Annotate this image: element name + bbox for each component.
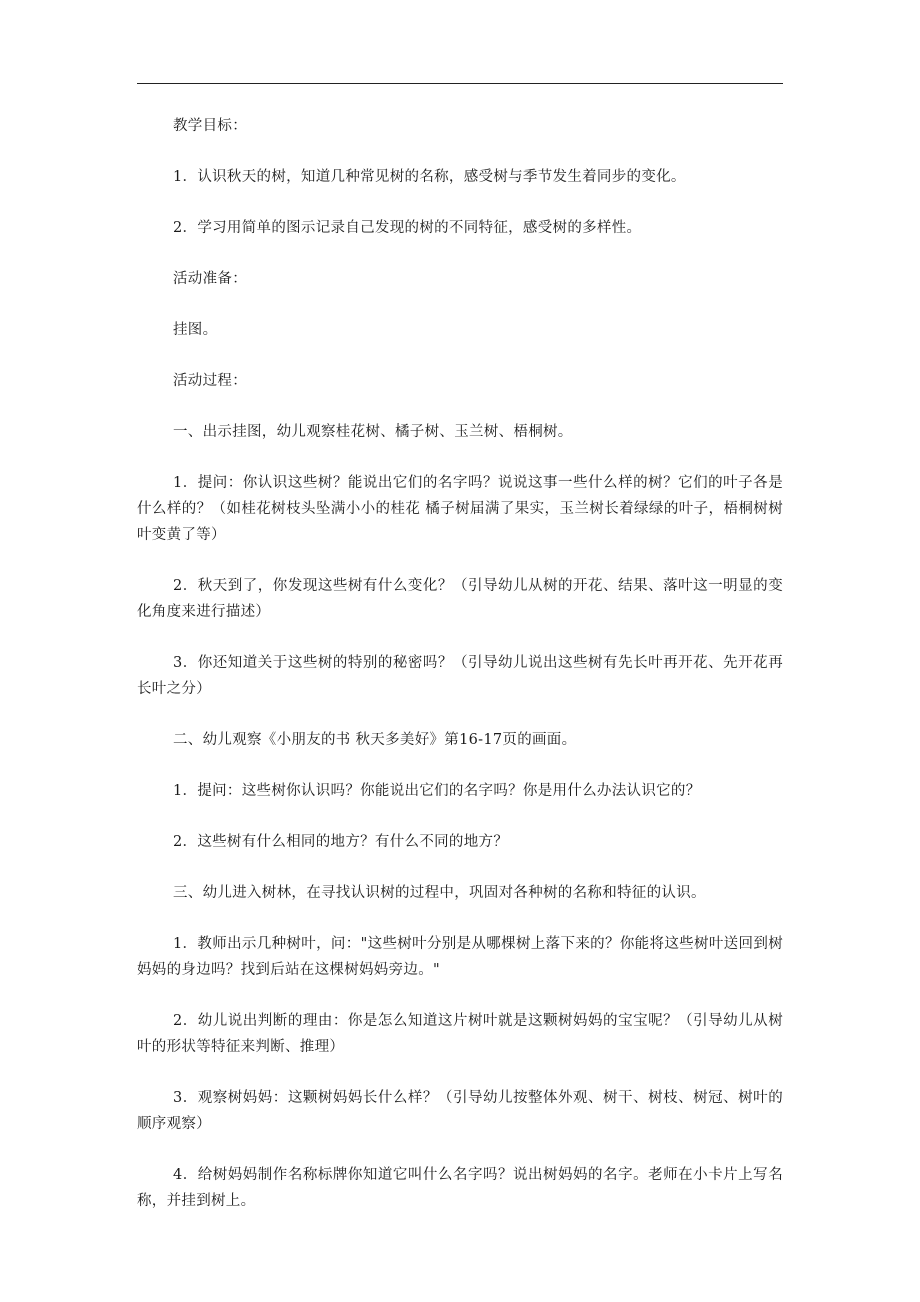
paragraph-process-heading: 活动过程： [173, 373, 247, 389]
paragraph-step-1-item-1: 1．提问：你认识这些树？能说出它们的名字吗？说说这事一些什么样的树？它们的叶子各是什么样的？（如桂花树枝头坠满小小的桂花 橘子树届满了果实，玉兰树长着绿绿的叶子，梧桐树树叶变黄了等） [137, 475, 783, 543]
paragraph-step-2-item-1: 1．提问：这些树你认识吗？你能说出它们的名字吗？你是用什么办法认识它的？ [173, 783, 701, 799]
paragraph-step-3: 三、幼儿进入树林，在寻找认识树的过程中，巩固对各种树的名称和特征的认识。 [173, 885, 706, 901]
paragraph-step-3-item-2: 2．幼儿说出判断的理由：你是怎么知道这片树叶就是这颗树妈妈的宝宝呢？（引导幼儿从树叶的形状等特征来判断、推理） [137, 1013, 783, 1055]
paragraph-step-2: 二、幼儿观察《小朋友的书 秋天多美好》第16-17页的画面。 [173, 732, 577, 748]
paragraph-step-2-item-2: 2．这些树有什么相同的地方？有什么不同的地方？ [173, 834, 509, 850]
header-rule [137, 83, 783, 84]
paragraph-teaching-goals-heading: 教学目标： [173, 118, 247, 134]
paragraph-step-1-item-2: 2．秋天到了，你发现这些树有什么变化？（引导幼儿从树的开花、结果、落叶这一明显的变化角度来进行描述） [137, 578, 783, 620]
paragraph-step-3-item-3: 3．观察树妈妈：这颗树妈妈长什么样？（引导幼儿按整体外观、树干、树枝、树冠、树叶的顺序观察） [137, 1090, 783, 1132]
paragraph-step-3-item-1: 1．教师出示几种树叶，问："这些树叶分别是从哪棵树上落下来的？你能将这些树叶送回到树妈妈的身边吗？找到后站在这棵树妈妈旁边。" [137, 936, 783, 978]
paragraph-goal-2: 2．学习用简单的图示记录自己发现的树的不同特征，感受树的多样性。 [173, 220, 642, 236]
paragraph-step-1: 一、出示挂图，幼儿观察桂花树、橘子树、玉兰树、梧桐树。 [173, 424, 573, 440]
paragraph-preparation-heading: 活动准备： [173, 271, 247, 287]
paragraph-goal-1: 1．认识秋天的树，知道几种常见树的名称，感受树与季节发生着同步的变化。 [173, 169, 686, 185]
document-body [137, 113, 783, 1239]
paragraph-step-1-item-3: 3．你还知道关于这些树的特别的秘密吗？（引导幼儿说出这些树有先长叶再开花、先开花再长叶之分） [137, 655, 783, 697]
paragraph-step-3-item-4: 4．给树妈妈制作名称标牌你知道它叫什么名字吗？说出树妈妈的名字。老师在小卡片上写名称，并挂到树上。 [137, 1167, 783, 1209]
paragraph-preparation: 挂图。 [173, 322, 218, 338]
